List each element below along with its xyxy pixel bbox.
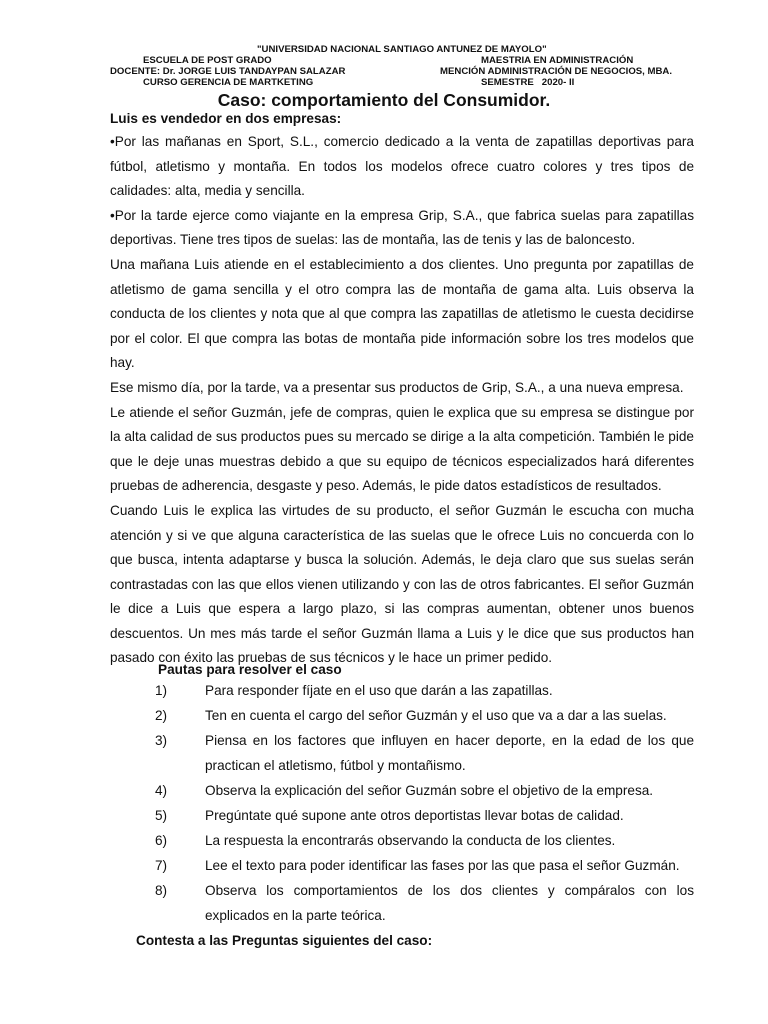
item-text: Lee el texto para poder identificar las fases por las que pasa el señor Guzmán.: [205, 858, 680, 873]
list-item: [110, 803, 694, 828]
item-number: 7): [155, 858, 168, 873]
school-name: ESCUELA DE POST GRADO: [143, 55, 272, 66]
item-text: Observa los comportamientos de los dos clientes y compáralos con los explicados en la parte teórica.: [205, 883, 694, 923]
item-text: Piensa en los factores que influyen en hacer deporte, en la edad de los que practican el atletismo, fútbol y montañismo.: [205, 733, 694, 773]
guidelines-title: Pautas para resolver el caso: [158, 662, 342, 677]
list-item: [110, 853, 694, 878]
case-body: [110, 130, 694, 671]
course-name: CURSO GERENCIA DE MARTKETING: [143, 77, 314, 88]
paragraph: Una mañana Luis atiende en el establecimiento a dos clientes. Uno pregunta por zapatillas de atletismo de gama sencilla y el otro compra las de montaña de gama alta. Luis observa la conducta de los clientes y nota que al que compra las zapatillas de atletismo le cuesta decidirse por el color. El que compra las botas de montaña pide información sobre los tres modelos que hay.: [110, 256, 694, 371]
item-number: 8): [155, 883, 168, 898]
list-item: [110, 678, 694, 703]
item-text: La respuesta la encontrarás observando la conducta de los clientes.: [205, 833, 616, 848]
paragraph: Cuando Luis le explica las virtudes de su producto, el señor Guzmán le escucha con mucha atención y si ve que alguna característica de las suelas que le ofrece Luis no concuerda con lo que busca, intenta adaptarse y busca la solución. Además, le deja claro que sus suelas serán contrastadas con las que ellos vienen utilizando y con las de otros fabricantes. El señor Guzmán le dice a Luis que espera a largo plazo, si las compras aumentan, obtener unos buenos descuentos. Un mes más tarde el señor Guzmán llama a Luis y le dice que sus productos han pasado con éxito las pruebas de sus técnicos y le hace un primer pedido.: [110, 502, 694, 666]
list-item: [110, 703, 694, 728]
item-number: 5): [155, 808, 168, 823]
case-title: Caso: comportamiento del Consumidor.: [217, 90, 551, 110]
questions-heading: Contesta a las Preguntas siguientes del caso:: [136, 933, 433, 948]
list-item: [110, 778, 694, 803]
paragraph: Ese mismo día, por la tarde, va a presentar sus productos de Grip, S.A., a una nueva empresa.: [110, 379, 684, 395]
item-text: Para responder fíjate en el uso que darán a las zapatillas.: [205, 683, 553, 698]
list-item: [110, 878, 694, 928]
mention-name: MENCIÓN ADMINISTRACIÓN DE NEGOCIOS, MBA.: [440, 66, 673, 77]
masters-program: MAESTRIA EN ADMINISTRACIÓN: [481, 55, 634, 66]
item-number: 6): [155, 833, 168, 848]
item-number: 4): [155, 783, 168, 798]
item-number: 3): [155, 733, 168, 748]
list-item: [110, 728, 694, 778]
semester: SEMESTRE 2020- II: [481, 77, 575, 88]
university-name: "UNIVERSIDAD NACIONAL SANTIAGO ANTUNEZ DE MAYOLO": [257, 44, 547, 55]
item-text: Observa la explicación del señor Guzmán sobre el objetivo de la empresa.: [205, 783, 654, 798]
list-item: [110, 828, 694, 853]
case-subtitle: Luis es vendedor en dos empresas:: [110, 111, 342, 126]
item-number: 2): [155, 708, 168, 723]
item-number: 1): [155, 683, 168, 698]
guidelines-list: [110, 678, 694, 928]
teacher-name: DOCENTE: Dr. JORGE LUIS TANDAYPAN SALAZAR: [110, 66, 346, 77]
paragraph: •Por la tarde ejerce como viajante en la empresa Grip, S.A., que fabrica suelas para zapatillas deportivas. Tiene tres tipos de suelas: las de montaña, las de tenis y las de baloncesto.: [110, 207, 694, 248]
paragraph: •Por las mañanas en Sport, S.L., comercio dedicado a la venta de zapatillas deportivas para fútbol, atletismo y montaña. En todos los modelos ofrece cuatro colores y tres tipos de calidades: alta, media y sencilla.: [110, 134, 694, 199]
paragraph: Le atiende el señor Guzmán, jefe de compras, quien le explica que su empresa se distingue por la alta calidad de sus productos pues su mercado se dirige a la alta competición. También le pide que le deje unas muestras debido a que su equipo de técnicos especializados hará diferentes pruebas de adherencia, desgaste y peso. Además, le pide datos estadísticos de resultados.: [110, 404, 694, 494]
item-text: Pregúntate qué supone ante otros deportistas llevar botas de calidad.: [205, 808, 624, 823]
item-text: Ten en cuenta el cargo del señor Guzmán y el uso que va a dar a las suelas.: [205, 708, 667, 723]
